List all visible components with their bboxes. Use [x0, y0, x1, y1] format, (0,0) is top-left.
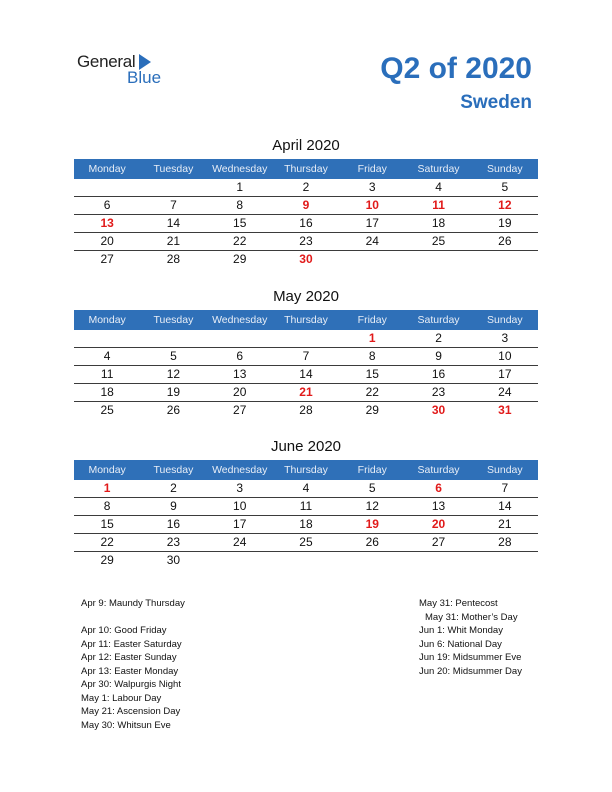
- day-cell: 22: [100, 535, 114, 549]
- day-cell: 17: [233, 517, 247, 531]
- page-title: Q2 of 2020: [380, 52, 532, 85]
- weekday-label: Tuesday: [153, 464, 194, 476]
- day-cell: 8: [368, 349, 376, 363]
- week-row: [74, 179, 538, 197]
- weekday-label: Thursday: [284, 314, 328, 326]
- day-cell: 1: [368, 331, 376, 345]
- day-cell: 23: [166, 535, 181, 549]
- weekday-label: Monday: [88, 464, 126, 476]
- day-cell: 12: [365, 499, 379, 513]
- day-cell: [273, 330, 339, 347]
- holiday-notes-left: [81, 597, 185, 732]
- day-cell: 18: [299, 517, 313, 531]
- day-cell: 3: [501, 331, 509, 345]
- day-cell: 19: [365, 517, 379, 531]
- holiday-note: Jun 19: Midsummer Eve: [419, 652, 522, 663]
- week-row: [74, 197, 538, 215]
- week-row: [74, 402, 538, 419]
- day-cell: 24: [233, 535, 247, 549]
- day-cell: 3: [236, 481, 244, 495]
- day-cell: 29: [233, 252, 247, 266]
- day-cell: 7: [170, 198, 177, 212]
- day-cell: 15: [100, 517, 114, 531]
- day-cell: 4: [103, 349, 111, 363]
- day-cell: 20: [431, 517, 446, 531]
- holiday-note: May 30: Whitsun Eve: [81, 719, 171, 731]
- day-cell: [472, 552, 538, 569]
- month-may: [74, 286, 538, 419]
- day-cell: 3: [368, 180, 376, 194]
- day-cell: 22: [233, 234, 247, 248]
- weekday-label: Sunday: [487, 464, 523, 476]
- day-cell: 15: [233, 216, 247, 230]
- month-title: April 2020: [272, 137, 340, 154]
- week-row: [74, 215, 538, 233]
- day-cell: 20: [233, 385, 247, 399]
- holiday-note: Jun 1: Whit Monday: [419, 625, 503, 636]
- holiday-note: May 1: Labour Day: [81, 692, 162, 704]
- weekday-label: Saturday: [417, 163, 460, 175]
- day-cell: 24: [498, 385, 512, 399]
- country-title: Sweden: [460, 92, 532, 113]
- day-cell: 8: [236, 198, 244, 212]
- weekday-label: Thursday: [284, 163, 328, 175]
- weekday-label: Wednesday: [212, 464, 268, 476]
- weekday-label: Sunday: [487, 163, 523, 175]
- day-cell: 18: [431, 216, 446, 230]
- holiday-note: Jun 6: National Day: [419, 638, 502, 650]
- day-cell: 29: [365, 403, 379, 417]
- day-cell: 27: [431, 535, 446, 549]
- day-cell: 26: [166, 403, 181, 417]
- weekday-header: [74, 159, 538, 179]
- day-cell: 18: [100, 385, 114, 399]
- day-cell: 21: [299, 385, 313, 399]
- week-row: [74, 233, 538, 251]
- day-cell: 11: [100, 367, 114, 381]
- holiday-note: May 31: Mother’s Day: [425, 611, 518, 623]
- day-cell: 4: [302, 481, 310, 495]
- day-cell: 11: [432, 198, 445, 212]
- day-cell: 5: [501, 180, 509, 194]
- day-cell: 21: [498, 517, 512, 531]
- month-april: [74, 135, 538, 268]
- week-row: [74, 534, 538, 552]
- day-cell: 23: [431, 385, 446, 399]
- day-cell: 13: [431, 499, 446, 513]
- day-cell: 30: [166, 553, 181, 567]
- day-cell: 20: [100, 234, 114, 248]
- day-cell: 30: [299, 252, 313, 266]
- day-cell: [405, 552, 471, 569]
- day-cell: 7: [501, 481, 509, 495]
- day-cell: 16: [166, 517, 181, 531]
- day-cell: 11: [299, 499, 313, 513]
- day-cell: 9: [302, 198, 310, 212]
- day-cell: 1: [103, 481, 111, 495]
- day-cell: 17: [498, 367, 512, 381]
- day-cell: 9: [170, 499, 177, 513]
- day-cell: [74, 179, 140, 196]
- weekday-label: Wednesday: [212, 163, 268, 175]
- day-cell: [74, 330, 140, 347]
- day-cell: 4: [435, 180, 442, 194]
- day-cell: 2: [302, 180, 310, 194]
- day-cell: 19: [166, 385, 181, 399]
- day-cell: 28: [299, 403, 313, 417]
- day-cell: 2: [170, 481, 177, 495]
- weekday-label: Saturday: [417, 314, 460, 326]
- holiday-note: Apr 11: Easter Saturday: [81, 638, 182, 650]
- day-cell: [273, 552, 339, 569]
- day-cell: 5: [170, 349, 177, 363]
- day-cell: 7: [302, 349, 310, 363]
- holiday-note: Apr 12: Easter Sunday: [81, 652, 177, 663]
- day-cell: 16: [431, 367, 446, 381]
- weekday-label: Monday: [88, 314, 126, 326]
- day-cell: 5: [368, 481, 376, 495]
- day-cell: 28: [498, 535, 512, 549]
- day-cell: 30: [431, 403, 446, 417]
- week-row: [74, 516, 538, 534]
- holiday-note: Apr 30: Walpurgis Night: [81, 679, 181, 690]
- weekday-label: Monday: [88, 163, 126, 175]
- day-cell: 13: [100, 216, 114, 230]
- day-cell: 22: [365, 385, 379, 399]
- day-cell: 23: [299, 234, 313, 248]
- weekday-header: [74, 310, 538, 330]
- day-cell: [207, 330, 273, 347]
- week-row: [74, 480, 538, 498]
- week-row: [74, 348, 538, 366]
- day-cell: 25: [100, 403, 114, 417]
- day-cell: 21: [166, 234, 181, 248]
- day-cell: 12: [498, 198, 512, 212]
- day-cell: 6: [435, 481, 442, 495]
- day-cell: [472, 251, 538, 268]
- month-june: [74, 436, 538, 569]
- day-cell: 24: [365, 234, 379, 248]
- day-cell: 27: [233, 403, 247, 417]
- day-cell: 14: [299, 367, 313, 381]
- holiday-note: [81, 611, 185, 625]
- week-row: [74, 251, 538, 268]
- weekday-label: Saturday: [417, 464, 460, 476]
- day-cell: 10: [498, 349, 512, 363]
- day-cell: [140, 330, 206, 347]
- day-cell: 14: [166, 216, 181, 230]
- day-cell: 1: [236, 180, 244, 194]
- holiday-note: May 31: Pentecost: [419, 598, 498, 609]
- day-cell: [339, 251, 405, 268]
- day-cell: [207, 552, 273, 569]
- day-cell: 6: [236, 349, 244, 363]
- holiday-note: Apr 10: Good Friday: [81, 625, 167, 636]
- day-cell: 19: [498, 216, 512, 230]
- day-cell: 10: [365, 198, 379, 212]
- holiday-notes-right: [419, 597, 522, 678]
- day-cell: 17: [365, 216, 379, 230]
- day-cell: 14: [498, 499, 512, 513]
- day-cell: 13: [233, 367, 247, 381]
- day-cell: 25: [431, 234, 446, 248]
- day-cell: 26: [498, 234, 512, 248]
- logo-general-text: General: [77, 52, 136, 71]
- day-cell: 6: [103, 198, 111, 212]
- weekday-label: Sunday: [487, 314, 523, 326]
- day-cell: 8: [103, 499, 111, 513]
- week-row: [74, 552, 538, 569]
- day-cell: 25: [299, 535, 313, 549]
- weekday-label: Wednesday: [212, 314, 268, 326]
- month-title: May 2020: [273, 288, 339, 305]
- day-cell: 29: [100, 553, 114, 567]
- week-row: [74, 330, 538, 348]
- day-cell: 16: [299, 216, 313, 230]
- day-cell: 12: [166, 367, 181, 381]
- week-row: [74, 366, 538, 384]
- weekday-label: Thursday: [284, 464, 328, 476]
- day-cell: [140, 179, 206, 196]
- month-title: June 2020: [270, 438, 342, 455]
- day-cell: 31: [498, 403, 512, 417]
- holiday-note: Apr 9: Maundy Thursday: [81, 598, 185, 609]
- day-cell: 27: [100, 252, 114, 266]
- day-cell: [405, 251, 471, 268]
- day-cell: 15: [365, 367, 379, 381]
- day-cell: 2: [435, 331, 442, 345]
- holiday-note: Apr 13: Easter Monday: [81, 665, 179, 677]
- logo-blue-text: Blue: [127, 68, 162, 87]
- weekday-label: Friday: [357, 464, 387, 476]
- weekday-label: Tuesday: [153, 314, 194, 326]
- week-row: [74, 498, 538, 516]
- day-cell: [339, 552, 405, 569]
- weekday-header: [74, 460, 538, 480]
- weekday-label: Friday: [357, 314, 387, 326]
- day-cell: 10: [233, 499, 247, 513]
- weekday-label: Friday: [357, 163, 387, 175]
- day-cell: 9: [435, 349, 442, 363]
- week-row: [74, 384, 538, 402]
- day-cell: 28: [166, 252, 181, 266]
- weekday-label: Tuesday: [153, 163, 194, 175]
- holiday-note: May 21: Ascension Day: [81, 706, 181, 717]
- holiday-note: Jun 20: Midsummer Day: [419, 665, 522, 677]
- day-cell: 26: [365, 535, 379, 549]
